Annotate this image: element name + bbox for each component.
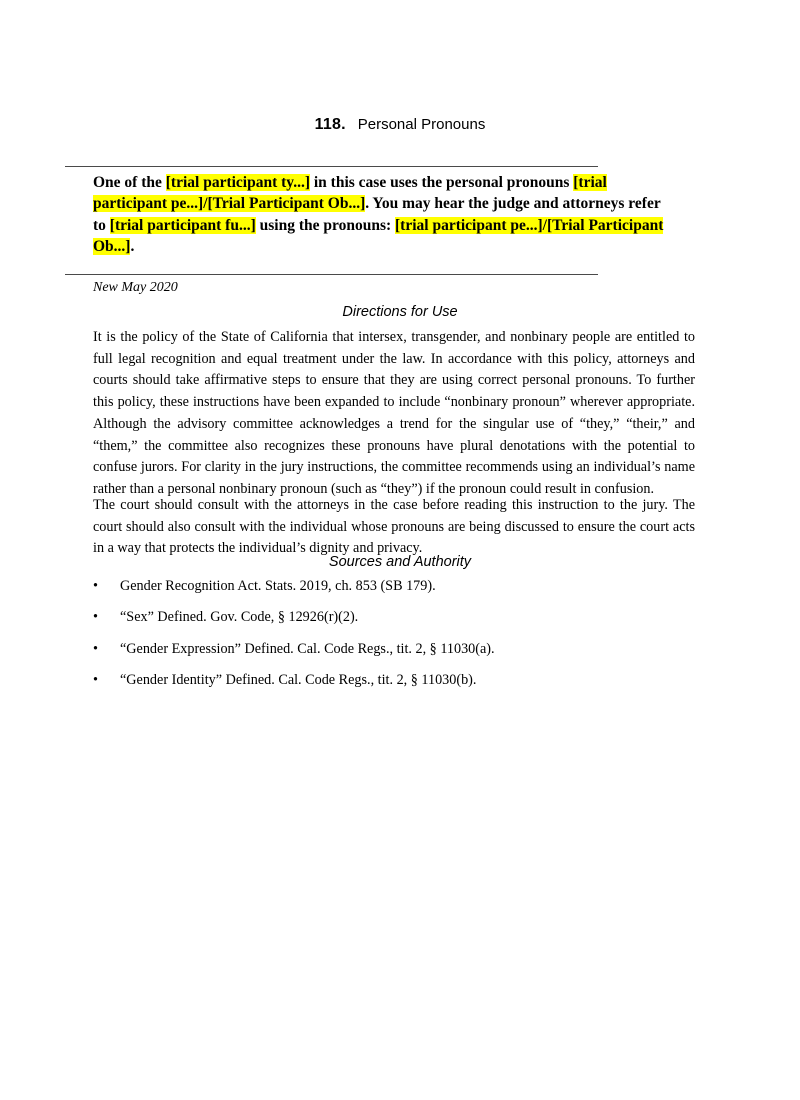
directions-paragraph-2: The court should consult with the attorneys in the case before reading this instruction to the jury. The court should also consult with the individual whose pronouns are being discussed to ensure the court acts in a way that protects the individual’s dignity and privacy. [93, 497, 695, 557]
list-item-text: Gender Recognition Act. Stats. 2019, ch. 853 (SB 179). [120, 578, 436, 594]
placeholder-pronoun-pair-1: [trial participant pe...]/[Trial Participant Ob...] [93, 174, 607, 213]
placeholder-trial-participant-type: [trial participant ty...] [165, 174, 310, 191]
sources-heading: Sources and Authority [328, 554, 472, 570]
instruction-segment-1: One of the [93, 174, 166, 191]
instruction-segment-5: . [130, 238, 135, 256]
list-item-text: “Sex” Defined. Gov. Code, § 12926(r)(2). [120, 609, 359, 626]
instruction-rule-top [65, 166, 598, 167]
instruction-segment-3: . You may hear the judge and attorneys refer to [93, 195, 661, 234]
revision-date: New May 2020 [93, 280, 178, 295]
bullet-icon: • [93, 640, 98, 657]
list-item-text: “Gender Expression” Defined. Cal. Code Regs., tit. 2, § 11030(a). [120, 640, 495, 657]
list-item [93, 607, 695, 628]
page-title: Personal Pronouns [357, 116, 486, 133]
placeholder-trial-participant-full: [trial participant fu...] [109, 216, 256, 234]
page-header [0, 115, 800, 134]
instruction-segment-2: in this case uses the personal pronouns [309, 174, 574, 191]
directions-paragraph-1: It is the policy of the State of California that intersex, transgender, and nonbinary people are entitled to full legal recognition and equal treatment under the law. In accordance with this policy, attorneys and courts should take affirmative steps to ensure that they are using correct personal pronouns. To further this policy, these instructions have been expanded to include “nonbinary pronoun” wherever appropriate. Although the advisory committee acknowledges a trend for the singular use of “they,” “their,” and “them,” the committee also recognizes these pronouns have plural denotations with the potential to confuse jurors. For clarity in the jury instructions, the committee recommends using an individual’s name rather than a personal nonbinary pronoun (such as “they”) if the pronoun could result in confusion. [93, 329, 695, 498]
bullet-icon: • [93, 578, 98, 594]
placeholder-pronoun-pair-2: [trial participant pe...]/[Trial Participant Ob...] [93, 216, 664, 256]
list-item [93, 576, 695, 597]
instruction-segment-4: using the pronouns: [255, 216, 396, 234]
list-item [93, 670, 695, 691]
instruction-text [93, 172, 673, 258]
directions-heading: Directions for Use [342, 304, 458, 320]
instruction-rule-bottom [65, 274, 598, 275]
bullet-icon: • [93, 609, 98, 626]
bullet-icon: • [93, 671, 98, 688]
list-item [93, 639, 695, 660]
instruction-number: 118. [314, 116, 346, 133]
sources-list [93, 576, 695, 701]
list-item-text: “Gender Identity” Defined. Cal. Code Regs., tit. 2, § 11030(b). [120, 671, 477, 688]
